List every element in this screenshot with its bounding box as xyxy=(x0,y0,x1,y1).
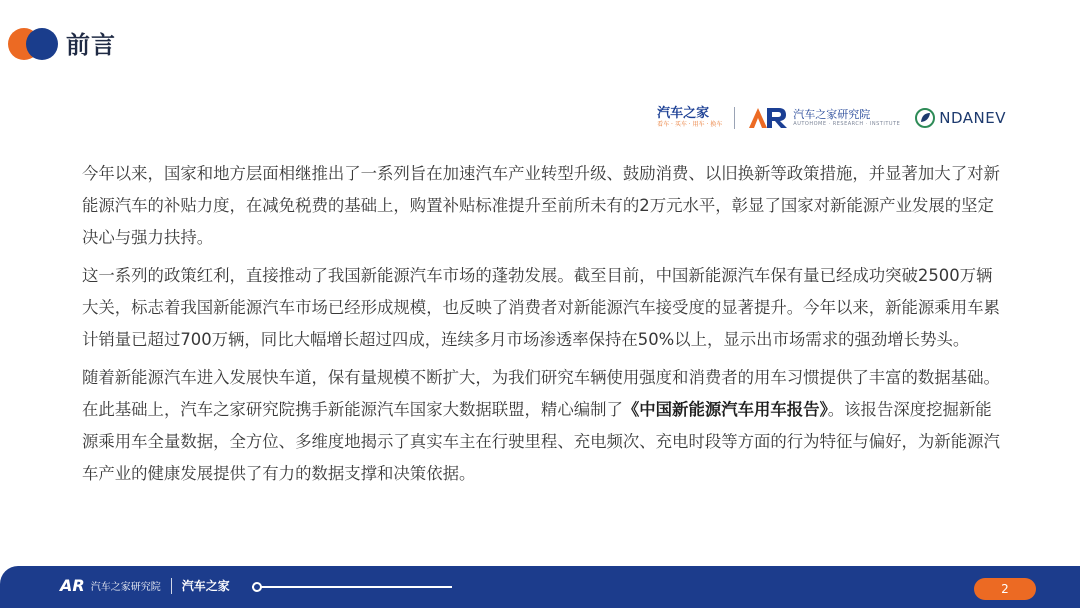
title-dots-icon xyxy=(8,24,60,60)
page-title: 前言 xyxy=(66,30,116,59)
footer-logo xyxy=(60,576,230,595)
ndanev-logo xyxy=(914,107,1006,129)
ndanev-logo-name: NDANEV xyxy=(939,109,1006,127)
footer-line-dot-icon xyxy=(252,582,262,592)
logo-divider xyxy=(734,107,735,129)
footer-divider xyxy=(171,578,172,594)
footer-bar xyxy=(0,566,1080,608)
page-number-badge: 2 xyxy=(974,578,1036,600)
ndanev-leaf-icon xyxy=(914,107,936,129)
research-logo-tagline: AUTOHOME · RESEARCH · INSTITUTE xyxy=(793,121,901,127)
ar-logo-icon xyxy=(747,106,789,130)
paragraph-3-text-a: 随着新能源汽车进入发展快车道，保有量规模不断扩大，为我们研究车辆使用强度和消费者的用车习惯提供了丰富的数据基础。在此基础上，汽车之家研究院携手新能源汽车国家大数据联盟，精心编制了 xyxy=(82,368,1000,419)
research-institute-logo xyxy=(747,106,900,130)
blue-dot-icon xyxy=(26,28,58,60)
report-title: 《中国新能源汽车用车报告》 xyxy=(622,400,828,419)
footer-brand: 汽车之家 xyxy=(181,579,230,593)
paragraph-3-text-b: 。该报告深度挖掘新能源乘用车全量数据，全方位、多维度地揭示了真实车主在行驶里程、充电频次、充电时段等方面的行为特征与偏好，为新能源汽车产业的健康发展提供了有力的数据支撑和决策依据。 xyxy=(82,400,1000,483)
footer-decorative-line xyxy=(252,586,452,588)
partner-logos xyxy=(657,104,1006,132)
autohome-logo xyxy=(657,107,722,129)
paragraph-1: 今年以来，国家和地方层面相继推出了一系列旨在加速汽车产业转型升级、鼓励消费、以旧换新等政策措施，并显著加大了对新能源汽车的补贴力度，在减免税费的基础上，购置补贴标准提升至前所未有的2万元水平，彰显了国家对新能源产业发展的坚定决心与强力扶持。 xyxy=(82,164,1000,247)
preface-content xyxy=(82,158,1002,496)
autohome-logo-name: 汽车之家 xyxy=(657,106,710,121)
paragraph-3 xyxy=(82,362,1002,490)
research-logo-name: 汽车之家研究院 xyxy=(793,108,871,121)
paragraph-2: 这一系列的政策红利，直接推动了我国新能源汽车市场的蓬勃发展。截至目前，中国新能源汽车保有量已经成功突破2500万辆大关，标志着我国新能源汽车市场已经形成规模，也反映了消费者对新能源汽车接受度的显著提升。今年以来，新能源乘用车累计销量已超过700万辆，同比大幅增长超过四成，连续多月市场渗透率保持在50%以上，显示出市场需求的强劲增长势头。 xyxy=(82,266,1000,349)
title-block xyxy=(8,22,116,62)
footer-ar-mark: AR xyxy=(60,576,85,595)
autohome-logo-tagline: 看车 · 买车 · 用车 · 换车 xyxy=(657,121,723,128)
footer-research-name: 汽车之家研究院 xyxy=(90,582,161,593)
